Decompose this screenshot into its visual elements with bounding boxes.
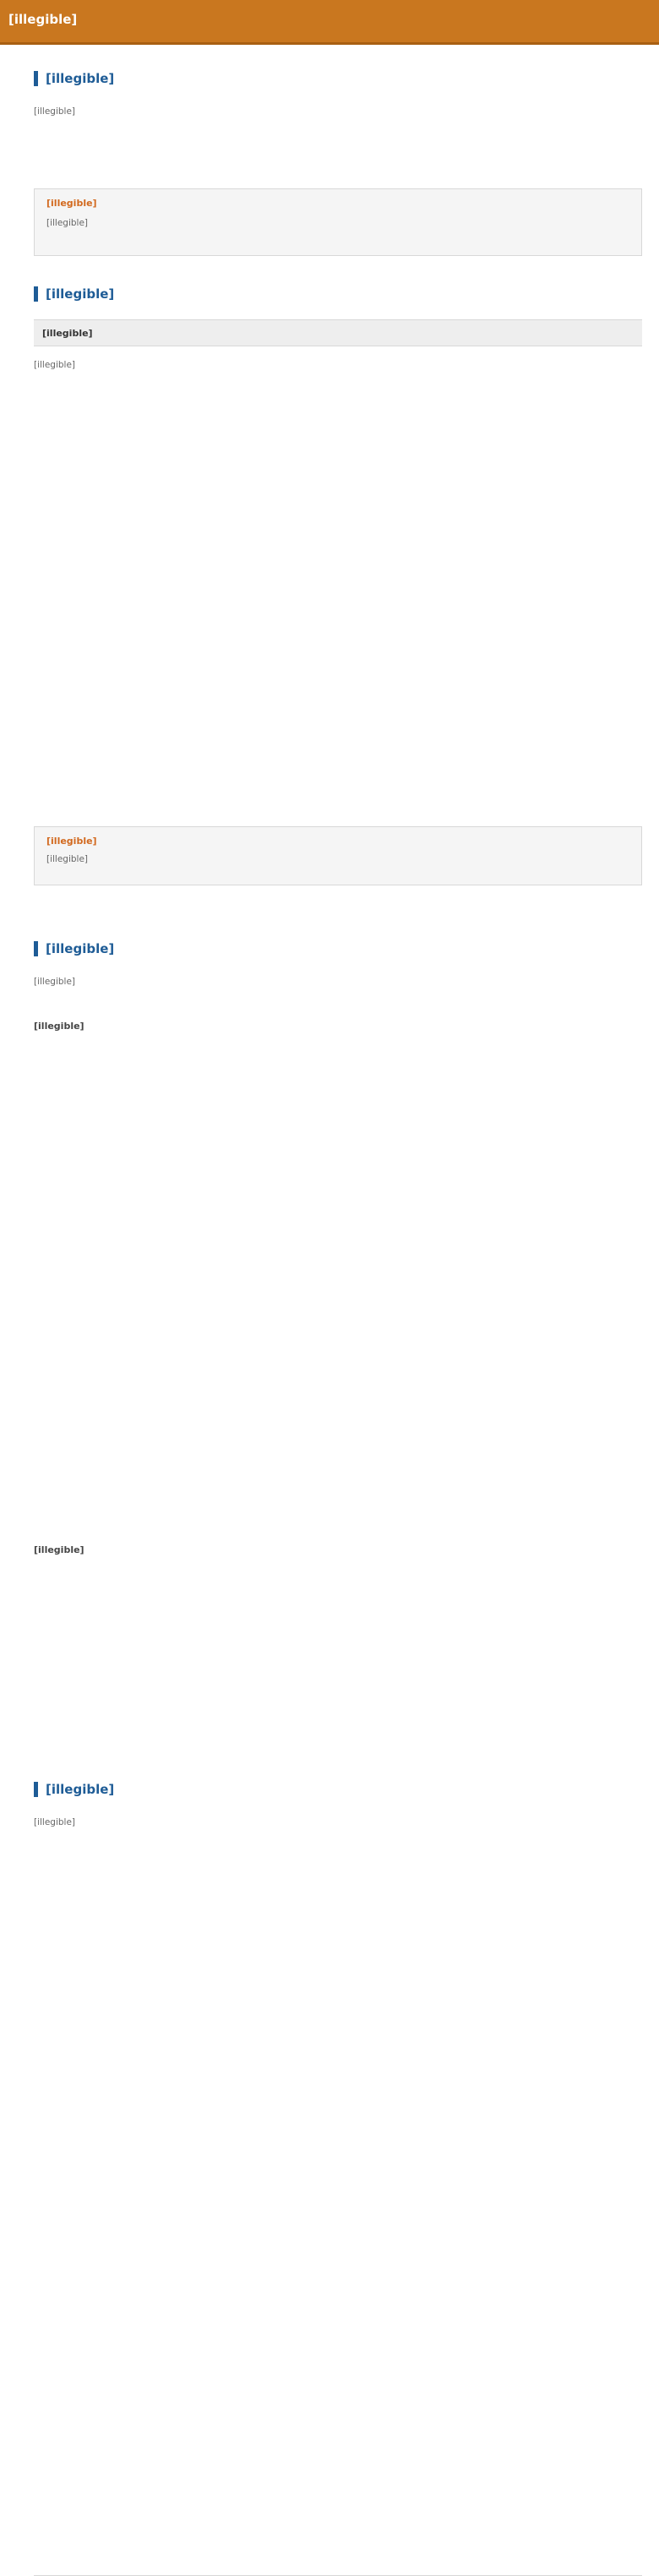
- section-2: [34, 286, 642, 911]
- section-2-author-bar-text: [illegible]: [42, 328, 93, 339]
- section-1: [34, 70, 642, 248]
- section-1-title-text: [illegible]: [46, 71, 115, 86]
- section-4-title: [34, 1781, 114, 1798]
- page-header: [0, 0, 659, 45]
- section-3-title-text: [illegible]: [46, 941, 115, 956]
- section-1-infobox-heading: [illegible]: [46, 198, 97, 209]
- section-4-title-bar: [34, 1782, 38, 1797]
- section-3-title-bar: [34, 941, 38, 956]
- section-3: [34, 940, 642, 1751]
- section-4-body: [illegible]: [34, 1817, 76, 1827]
- section-3-subtitle-1: [illegible]: [34, 1021, 84, 1032]
- section-2-infobox: [34, 826, 642, 885]
- section-2-infobox-heading: [illegible]: [46, 836, 97, 847]
- section-2-body: [illegible]: [34, 360, 76, 370]
- section-2-author-bar: [34, 319, 642, 346]
- section-2-title-text: [illegible]: [46, 286, 115, 302]
- section-1-infobox: [34, 188, 642, 256]
- section-4-title-text: [illegible]: [46, 1782, 115, 1797]
- section-4: [34, 1781, 642, 2558]
- section-1-title-bar: [34, 71, 38, 86]
- section-2-title: [34, 286, 114, 302]
- section-1-body: [illegible]: [34, 106, 76, 117]
- section-3-subtitle-2: [illegible]: [34, 1544, 84, 1555]
- page-title: [illegible]: [8, 12, 78, 27]
- section-2-infobox-text: [illegible]: [46, 854, 89, 864]
- section-1-infobox-text: [illegible]: [46, 218, 89, 228]
- section-3-title: [34, 940, 114, 957]
- section-1-title: [34, 70, 114, 87]
- section-3-body: [illegible]: [34, 977, 76, 987]
- section-2-title-bar: [34, 286, 38, 302]
